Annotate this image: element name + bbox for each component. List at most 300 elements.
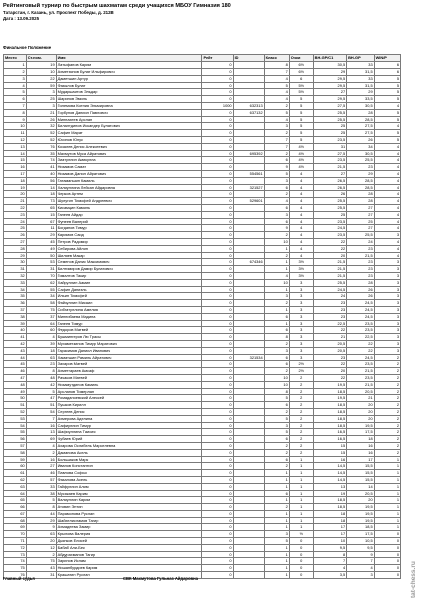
cell-win: 5: [374, 75, 400, 82]
cell-bh-gp: 4: [347, 565, 375, 572]
cell-bh-gp-c1: 22: [313, 239, 346, 246]
cell-id: 321527: [233, 184, 264, 191]
cell-bh-gp: 27,5: [347, 130, 375, 137]
cell-class: 7: [264, 137, 289, 144]
cell-bh-gp-c1: 20,5: [313, 340, 346, 347]
cell-name: Черков Артем: [56, 191, 202, 198]
table-row: [4, 327, 401, 334]
cell-place: 45: [4, 361, 27, 368]
cell-bh-gp: 25,5: [347, 157, 375, 164]
cell-rating: 0: [202, 517, 233, 524]
cell-win: 4: [374, 245, 400, 252]
cell-place: 75: [4, 565, 27, 572]
cell-id: [233, 388, 264, 395]
cell-start-no: 51: [26, 402, 56, 409]
cell-class: 5: [264, 82, 289, 89]
cell-points: 3½: [289, 259, 313, 266]
cell-bh-gp: 17,5: [347, 531, 375, 538]
cell-place: 67: [4, 510, 27, 517]
table-row: [4, 436, 401, 443]
cell-points: 1: [289, 470, 313, 477]
cell-rating: 0: [202, 259, 233, 266]
cell-id: [233, 395, 264, 402]
cell-rating: 0: [202, 62, 233, 69]
table-row: [4, 476, 401, 483]
cell-place: 52: [4, 408, 27, 415]
cell-points: 0: [289, 558, 313, 565]
cell-win: 0: [374, 572, 400, 579]
cell-start-no: 19: [26, 62, 56, 69]
cell-place: 31: [4, 266, 27, 273]
cell-start-no: 63: [26, 531, 56, 538]
cell-name: Ахмерова Аделина: [56, 415, 202, 422]
cell-class: 4: [264, 96, 289, 103]
cell-id: [233, 490, 264, 497]
cell-bh-gp: 28: [347, 198, 375, 205]
cell-name: Чубаев Юрий: [56, 436, 202, 443]
cell-class: 2: [264, 191, 289, 198]
cell-place: 29: [4, 252, 27, 259]
cell-bh-gp: 20: [347, 415, 375, 422]
cell-id: 554561: [233, 171, 264, 178]
cell-id: [233, 456, 264, 463]
cell-id: [233, 551, 264, 558]
cell-bh-gp: 21,5: [347, 252, 375, 259]
cell-bh-gp: 19,5: [347, 517, 375, 524]
cell-bh-gp-c1: 15: [313, 449, 346, 456]
cell-bh-gp: 3: [347, 572, 375, 579]
table-row: [4, 490, 401, 497]
cell-id: [233, 415, 264, 422]
cell-name: Низамов Данил Айратович: [56, 171, 202, 178]
cell-win: 3: [374, 320, 400, 327]
cell-class: 2: [264, 408, 289, 415]
cell-class: 2: [264, 340, 289, 347]
cell-points: 5½: [289, 89, 313, 96]
cell-place: 33: [4, 279, 27, 286]
cell-rating: 0: [202, 239, 233, 246]
cell-class: 1: [264, 572, 289, 579]
cell-bh-gp-c1: 8: [313, 551, 346, 558]
cell-rating: 0: [202, 510, 233, 517]
cell-place: 9: [4, 116, 27, 123]
cell-id: [233, 300, 264, 307]
cell-rating: 0: [202, 211, 233, 218]
cell-bh-gp: 29: [347, 89, 375, 96]
cell-id: 529601: [233, 198, 264, 205]
cell-start-no: 47: [26, 395, 56, 402]
cell-win: 1: [374, 497, 400, 504]
cell-points: 5: [289, 103, 313, 110]
cell-class: 3: [264, 211, 289, 218]
cell-rating: 0: [202, 157, 233, 164]
cell-place: 48: [4, 381, 27, 388]
cell-name: Ромаданоевский Алексей: [56, 395, 202, 402]
cell-class: 1: [264, 510, 289, 517]
cell-class: 2: [264, 442, 289, 449]
cell-bh-gp-c1: 20,5: [313, 347, 346, 354]
cell-bh-gp-c1: 25,5: [313, 279, 346, 286]
cell-name: Сергеев Денис: [56, 408, 202, 415]
cell-rating: 0: [202, 504, 233, 511]
cell-id: [233, 476, 264, 483]
table-row: [4, 116, 401, 123]
cell-rating: 0: [202, 551, 233, 558]
cell-bh-gp: 27: [347, 205, 375, 212]
cell-win: 2: [374, 442, 400, 449]
cell-name: Арсланов Тимерлан: [56, 388, 202, 395]
cell-name: Даметшин Артур: [56, 75, 202, 82]
cell-name: Даманова Асель: [56, 449, 202, 456]
table-row: [4, 510, 401, 517]
cell-place: 25: [4, 225, 27, 232]
cell-win: 2: [374, 374, 400, 381]
cell-bh-gp: 15,5: [347, 476, 375, 483]
cell-start-no: 70: [26, 273, 56, 280]
cell-place: 61: [4, 470, 27, 477]
cell-rating: 0: [202, 524, 233, 531]
table-row: [4, 279, 401, 286]
cell-bh-gp: 30,5: [347, 103, 375, 110]
cell-class: 5: [264, 395, 289, 402]
cell-id: [233, 225, 264, 232]
cell-id: [233, 191, 264, 198]
cell-start-no: 75: [26, 306, 56, 313]
cell-points: 0: [289, 572, 313, 579]
cell-start-no: 74: [26, 157, 56, 164]
table-row: [4, 137, 401, 144]
cell-place: 63: [4, 483, 27, 490]
col-header-bh-gp-c1: ВН-GP/C1: [313, 55, 346, 62]
table-row: [4, 62, 401, 69]
table-row: [4, 191, 401, 198]
cell-bh-gp: 23: [347, 273, 375, 280]
cell-win: 1: [374, 470, 400, 477]
cell-place: 5: [4, 89, 27, 96]
cell-place: 3: [4, 75, 27, 82]
cell-bh-gp: 24,5: [347, 313, 375, 320]
cell-win: 0: [374, 531, 400, 538]
cell-bh-gp: 23,5: [347, 327, 375, 334]
cell-bh-gp-c1: 18: [313, 517, 346, 524]
cell-name: Валиуллин Карим: [56, 497, 202, 504]
cell-bh-gp: 21,5: [347, 368, 375, 375]
cell-name: Дьянков Елисей: [56, 538, 202, 545]
cell-bh-gp-c1: 21: [313, 334, 346, 341]
cell-bh-gp-c1: 17: [313, 531, 346, 538]
cell-win: 6: [374, 69, 400, 76]
cell-class: 3: [264, 293, 289, 300]
cell-place: 24: [4, 218, 27, 225]
cell-bh-gp-c1: 14,5: [313, 463, 346, 470]
cell-name: Сафиуллин Тимур: [56, 422, 202, 429]
cell-place: 27: [4, 239, 27, 246]
cell-points: 4: [289, 218, 313, 225]
cell-points: 4: [289, 225, 313, 232]
cell-class: 7: [264, 143, 289, 150]
table-row: [4, 402, 401, 409]
cell-rating: 0: [202, 327, 233, 334]
cell-bh-gp: 23,5: [347, 361, 375, 368]
cell-points: 0: [289, 565, 313, 572]
cell-place: 69: [4, 524, 27, 531]
cell-points: 5: [289, 96, 313, 103]
cell-rating: 0: [202, 177, 233, 184]
cell-id: [233, 510, 264, 517]
cell-id: [233, 232, 264, 239]
cell-bh-gp: 15,5: [347, 470, 375, 477]
cell-class: 5: [264, 109, 289, 116]
cell-start-no: 21: [26, 109, 56, 116]
table-row: [4, 497, 401, 504]
cell-class: 1: [264, 306, 289, 313]
cell-win: 1: [374, 490, 400, 497]
cell-name: Себирова Айлин: [56, 245, 202, 252]
cell-class: 6: [264, 205, 289, 212]
cell-points: 3: [289, 347, 313, 354]
cell-id: 674346: [233, 259, 264, 266]
cell-points: 3: [289, 354, 313, 361]
cell-win: 1: [374, 517, 400, 524]
cell-name: Миннибаева Мадина: [56, 313, 202, 320]
cell-win: 4: [374, 164, 400, 171]
cell-id: [233, 157, 264, 164]
cell-bh-gp: 20: [347, 408, 375, 415]
cell-rating: 0: [202, 123, 233, 130]
cell-id: [233, 137, 264, 144]
cell-place: 22: [4, 205, 27, 212]
cell-points: 5: [289, 137, 313, 144]
cell-win: 4: [374, 157, 400, 164]
table-row: [4, 368, 401, 375]
cell-win: 4: [374, 171, 400, 178]
cell-points: 1: [289, 517, 313, 524]
cell-bh-gp-c1: 23,5: [313, 232, 346, 239]
table-row: [4, 286, 401, 293]
cell-class: 4: [264, 273, 289, 280]
cell-bh-gp: 20: [347, 402, 375, 409]
cell-bh-gp: 16: [347, 442, 375, 449]
cell-bh-gp-c1: 18,5: [313, 415, 346, 422]
cell-id: [233, 211, 264, 218]
cell-bh-gp: 20: [347, 497, 375, 504]
cell-points: 2: [289, 395, 313, 402]
table-row: [4, 245, 401, 252]
cell-points: 3: [289, 320, 313, 327]
cell-name: Низамов Самат: [56, 164, 202, 171]
cell-points: 4: [289, 177, 313, 184]
cell-win: 3: [374, 259, 400, 266]
cell-id: [233, 565, 264, 572]
cell-start-no: 73: [26, 198, 56, 205]
table-row: [4, 123, 401, 130]
cell-points: 5½: [289, 82, 313, 89]
cell-id: [233, 524, 264, 531]
cell-win: 2: [374, 395, 400, 402]
cell-name: Павлова Софья: [56, 470, 202, 477]
cell-name: Шулугин Тимофей Андреевич: [56, 198, 202, 205]
cell-win: 4: [374, 123, 400, 130]
cell-place: 44: [4, 354, 27, 361]
cell-id: [233, 177, 264, 184]
cell-class: 1: [264, 320, 289, 327]
cell-start-no: 57: [26, 476, 56, 483]
cell-name: Хайруллин Аамин: [56, 279, 202, 286]
table-row: [4, 306, 401, 313]
cell-rating: 0: [202, 69, 233, 76]
cell-rating: 0: [202, 497, 233, 504]
cell-bh-gp: 24: [347, 239, 375, 246]
cell-class: 6: [264, 184, 289, 191]
cell-class: 1: [264, 266, 289, 273]
table-row: [4, 544, 401, 551]
cell-bh-gp-c1: 19,5: [313, 395, 346, 402]
cell-win: 0: [374, 565, 400, 572]
table-row: [4, 232, 401, 239]
cell-start-no: 40: [26, 171, 56, 178]
cell-place: 1: [4, 62, 27, 69]
cell-id: [233, 544, 264, 551]
cell-bh-gp-c1: 18,5: [313, 497, 346, 504]
cell-points: 3: [289, 306, 313, 313]
cell-rating: 0: [202, 415, 233, 422]
cell-place: 2: [4, 69, 27, 76]
table-row: [4, 470, 401, 477]
cell-rating: 0: [202, 245, 233, 252]
cell-name: Мударшаитов Эльдар: [56, 89, 202, 96]
cell-bh-gp: 25,5: [347, 232, 375, 239]
cell-place: 50: [4, 395, 27, 402]
cell-rating: 0: [202, 429, 233, 436]
cell-points: 4: [289, 232, 313, 239]
cell-place: 42: [4, 340, 27, 347]
cell-name: Каримов Саид: [56, 232, 202, 239]
cell-id: [233, 293, 264, 300]
cell-class: 2: [264, 252, 289, 259]
cell-bh-gp-c1: 23,5: [313, 137, 346, 144]
cell-bh-gp: 18,5: [347, 524, 375, 531]
cell-win: 4: [374, 211, 400, 218]
cell-name: Ганеев Айдар: [56, 211, 202, 218]
table-row: [4, 531, 401, 538]
cell-class: 5: [264, 429, 289, 436]
cell-place: 35: [4, 293, 27, 300]
cell-bh-gp-c1: 18: [313, 510, 346, 517]
cell-name: Низамутдинов Камиль: [56, 381, 202, 388]
cell-bh-gp: 26: [347, 286, 375, 293]
cell-win: 5: [374, 96, 400, 103]
cell-win: 1: [374, 456, 400, 463]
table-row: [4, 422, 401, 429]
cell-bh-gp-c1: 23,5: [313, 218, 346, 225]
cell-class: 10: [264, 239, 289, 246]
cell-points: 4: [289, 239, 313, 246]
cell-bh-gp-c1: 13: [313, 483, 346, 490]
cell-bh-gp-c1: 25,5: [313, 205, 346, 212]
cell-rating: 0: [202, 483, 233, 490]
cell-name: Юсипов Юнус: [56, 137, 202, 144]
cell-start-no: 76: [26, 143, 56, 150]
cell-bh-gp: 23: [347, 245, 375, 252]
table-row: [4, 164, 401, 171]
cell-id: [233, 164, 264, 171]
cell-place: 6: [4, 96, 27, 103]
table-row: [4, 69, 401, 76]
cell-bh-gp: 26: [347, 293, 375, 300]
cell-name: Шайхелисламов Тагир: [56, 517, 202, 524]
cell-name: Гатаманшин Камиль: [56, 177, 202, 184]
cell-win: 5: [374, 137, 400, 144]
table-row: [4, 89, 401, 96]
table-row: [4, 449, 401, 456]
cell-place: 51: [4, 402, 27, 409]
cell-win: 2: [374, 415, 400, 422]
cell-bh-gp: 29: [347, 171, 375, 178]
cell-bh-gp-c1: 22: [313, 374, 346, 381]
cell-bh-gp-c1: 25: [313, 211, 346, 218]
cell-class: 6: [264, 313, 289, 320]
cell-bh-gp-c1: 3,5: [313, 572, 346, 579]
cell-win: 3: [374, 334, 400, 341]
cell-start-no: 32: [26, 123, 56, 130]
cell-place: 14: [4, 150, 27, 157]
cell-place: 73: [4, 551, 27, 558]
cell-name: Мусякаев Карим: [56, 490, 202, 497]
cell-rating: 1000: [202, 103, 233, 110]
cell-name: Сафин Марат: [56, 130, 202, 137]
cell-win: 2: [374, 368, 400, 375]
cell-class: 10: [264, 381, 289, 388]
table-row: [4, 103, 401, 110]
cell-name: Сафин Даниэль: [56, 286, 202, 293]
cell-name: Гарасимов Даниил Иванович: [56, 347, 202, 354]
cell-class: 6: [264, 218, 289, 225]
cell-bh-gp-c1: 18,5: [313, 422, 346, 429]
cell-rating: 0: [202, 293, 233, 300]
cell-start-no: 49: [26, 245, 56, 252]
table-row: [4, 517, 401, 524]
cell-bh-gp-c1: 16,5: [313, 436, 346, 443]
cell-start-no: 58: [26, 300, 56, 307]
cell-win: 5: [374, 116, 400, 123]
cell-name: Сибгатуллина Амелия: [56, 306, 202, 313]
cell-name: Пушков Кирилл: [56, 402, 202, 409]
table-row: [4, 442, 401, 449]
col-header-start-no: Ст.ном.: [26, 55, 56, 62]
col-header-class: Класс: [264, 55, 289, 62]
cell-start-no: 18: [26, 191, 56, 198]
cell-bh-gp-c1: 23: [313, 306, 346, 313]
cell-name: Гилемова Ксения Эльмировна: [56, 103, 202, 110]
cell-points: 4: [289, 245, 313, 252]
cell-bh-gp-c1: 14,5: [313, 476, 346, 483]
cell-rating: 0: [202, 164, 233, 171]
cell-points: 2: [289, 408, 313, 415]
cell-rating: 0: [202, 334, 233, 341]
cell-points: 4½: [289, 157, 313, 164]
table-row: [4, 157, 401, 164]
cell-start-no: 53: [26, 259, 56, 266]
cell-points: 2: [289, 422, 313, 429]
cell-class: 1: [264, 286, 289, 293]
cell-place: 13: [4, 143, 27, 150]
cell-class: 1: [264, 259, 289, 266]
cell-points: 6½: [289, 62, 313, 69]
cell-bh-gp-c1: 25: [313, 123, 346, 130]
cell-id: [233, 218, 264, 225]
cell-id: [233, 266, 264, 273]
table-row: [4, 96, 401, 103]
